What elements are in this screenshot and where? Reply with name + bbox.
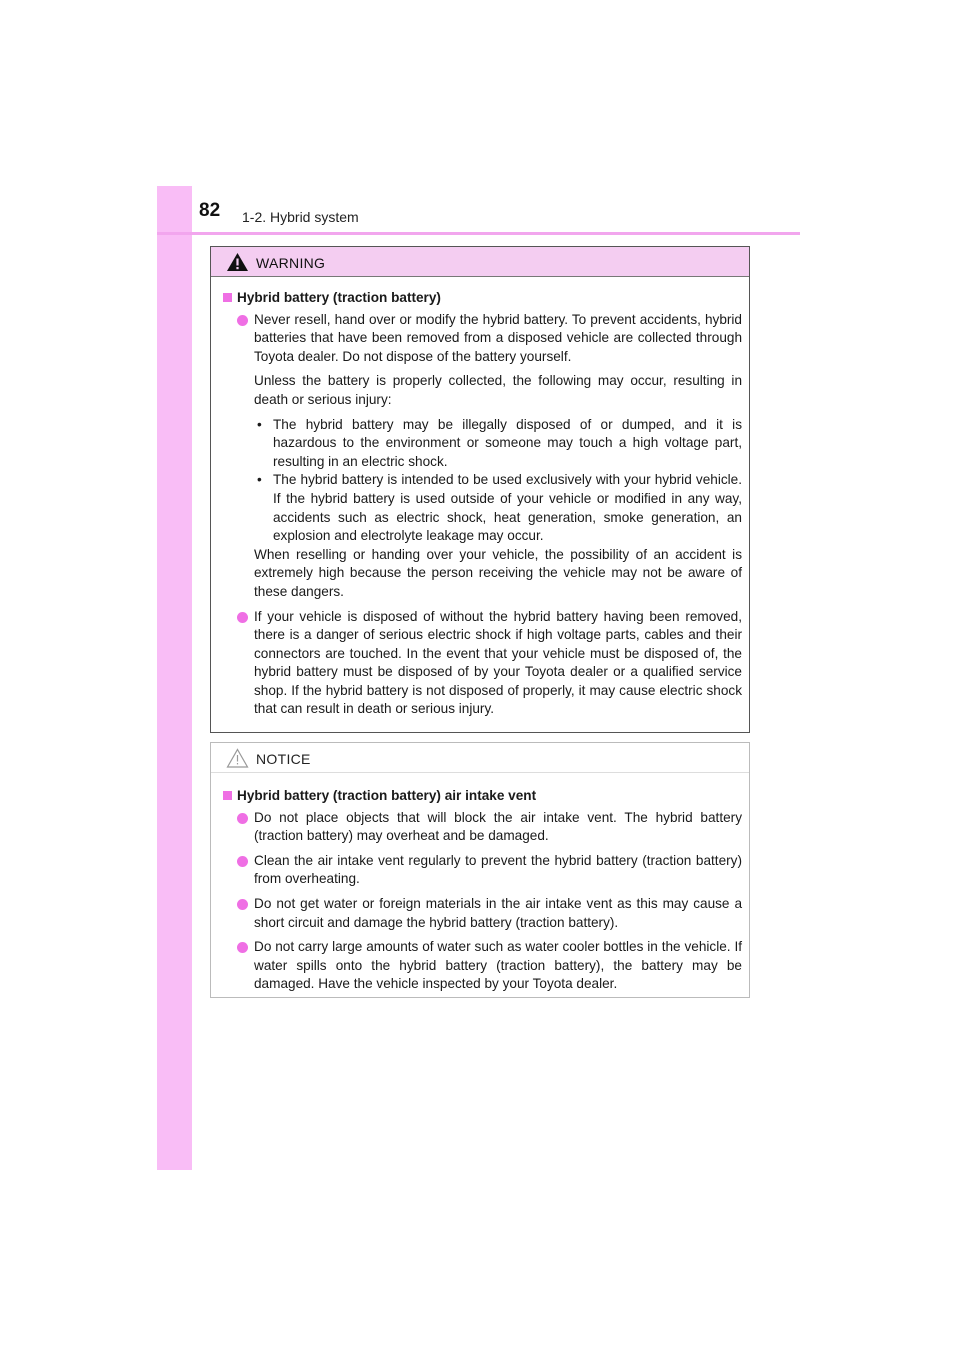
notice-item: Do not carry large amounts of water such as water cooler bottles in the vehicle. If water spills onto the hybrid battery (traction battery), the battery may be damaged. Have the vehicle inspected by your Toyota dealer. (223, 938, 742, 994)
chapter-side-tab (157, 186, 192, 1170)
warning-paragraph: Unless the battery is properly collected, the following may occur, resulting in death or serious injury: (254, 373, 742, 407)
warning-item: Never resell, hand over or modify the hybrid battery. To prevent accidents, hybrid batteries that have been removed from a disposed vehicle are collected through Toyota dealer. Do not dispose of the battery yourself. (223, 311, 742, 367)
circle-bullet-icon (237, 813, 248, 824)
square-bullet-icon (223, 293, 232, 302)
page-number: 82 (199, 200, 221, 221)
header-rule (157, 232, 800, 235)
warning-bullet: • The hybrid battery may be illegally disposed of or dumped, and it is hazardous to the environment or someone may touch a high voltage part, resulting in an electric shock. (257, 416, 742, 469)
circle-bullet-icon (237, 899, 248, 910)
warning-header (211, 247, 749, 277)
notice-label: NOTICE (256, 751, 311, 767)
warning-label: WARNING (256, 255, 326, 271)
notice-heading: Hybrid battery (traction battery) air intake vent (223, 787, 742, 806)
warning-heading: Hybrid battery (traction battery) (223, 289, 742, 308)
warning-triangle-icon (226, 252, 249, 272)
warning-content (211, 289, 749, 725)
section-title: 1-2. Hybrid system (242, 209, 359, 225)
warning-bullet: • The hybrid battery is intended to be used exclusively with your hybrid vehicle. If the hybrid battery is used outside of your vehicle or modified in any way, accidents such as electric shock, heat generation, smoke generation, an explosion and electrolyte leakage may occur. (257, 472, 742, 544)
circle-bullet-icon (237, 942, 248, 953)
square-bullet-icon (223, 791, 232, 800)
warning-item: If your vehicle is disposed of without the hybrid battery having been removed, there is a danger of serious electric shock if high voltage parts, cables and their connectors are touched. In the event that your vehicle must be disposed of, the hybrid battery must be disposed of by your Toyota dealer or a qualified service shop. If the hybrid battery is not disposed of properly, it may cause electric shock that can result in death or serious injury. (223, 608, 742, 720)
circle-bullet-icon (237, 856, 248, 867)
notice-item: Do not place objects that will block the air intake vent. The hybrid battery (traction battery) may overheat and be damaged. (223, 809, 742, 846)
warning-paragraph: When reselling or handing over your vehicle, the possibility of an accident is extremely high because the person receiving the vehicle may not be aware of these dangers. (254, 546, 742, 599)
bullet-dot-icon: • (257, 416, 262, 432)
circle-bullet-icon (237, 612, 248, 623)
warning-box (210, 246, 750, 733)
circle-bullet-icon (237, 315, 248, 326)
caution-triangle-outline-icon (226, 748, 249, 768)
notice-item: Do not get water or foreign materials in the air intake vent as this may cause a short circuit and damage the hybrid battery (traction battery). (223, 895, 742, 932)
notice-header (211, 743, 749, 773)
notice-item: Clean the air intake vent regularly to prevent the hybrid battery (traction battery) from overheating. (223, 852, 742, 889)
bullet-dot-icon: • (257, 472, 262, 488)
notice-box (210, 742, 750, 998)
notice-content (211, 787, 749, 1000)
